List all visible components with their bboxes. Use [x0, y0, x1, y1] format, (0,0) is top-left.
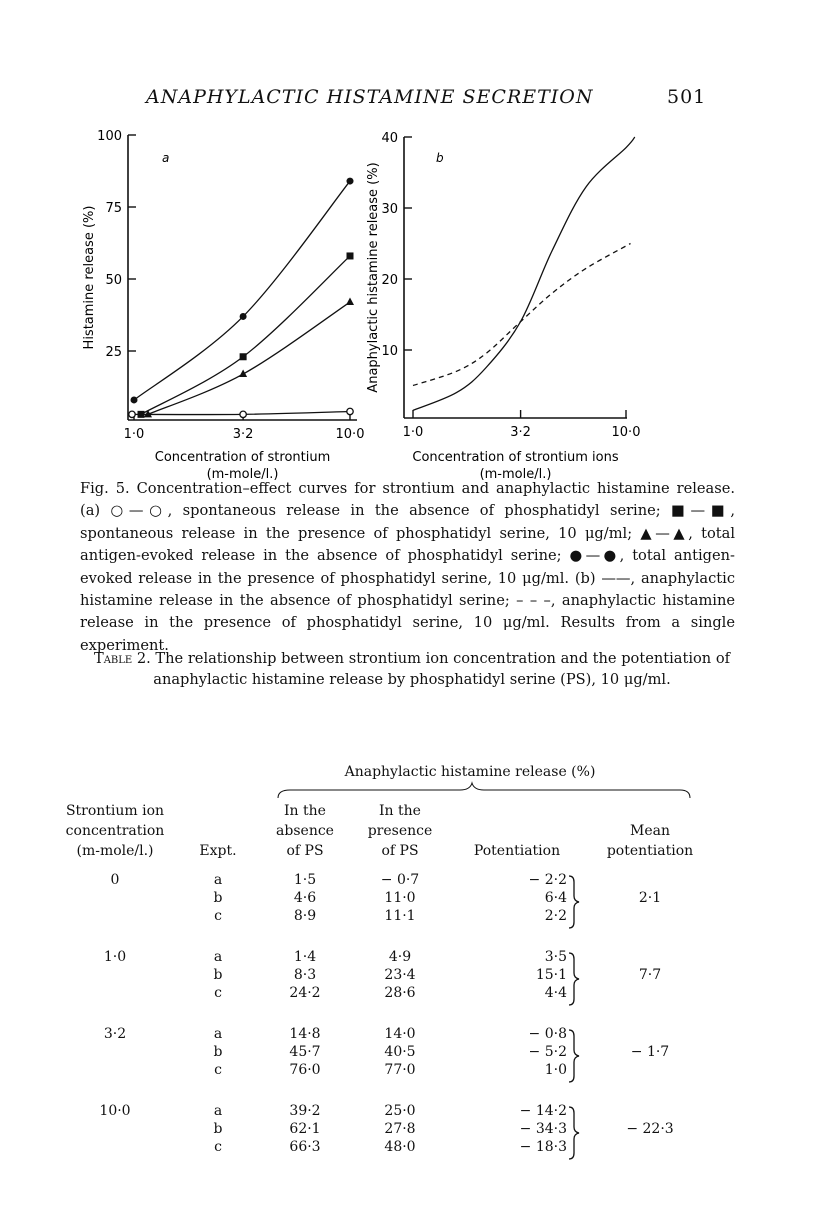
y-tick-label: 30 — [381, 202, 398, 217]
presence-value: 48·0 — [384, 1139, 416, 1155]
y-tick-label: 50 — [105, 273, 122, 288]
potentiation-value: − 0·8 — [528, 1026, 567, 1042]
group-brace — [568, 1105, 582, 1161]
x-tick-label: 3·2 — [232, 427, 254, 442]
potentiation-value: 2·2 — [544, 908, 567, 924]
y-tick-label: 25 — [105, 345, 122, 360]
x-tick-label: 10·0 — [611, 425, 641, 440]
absence-value: 62·1 — [289, 1121, 321, 1137]
header-absence: absence — [276, 823, 334, 839]
potentiation-value: 1·0 — [544, 1062, 567, 1078]
running-title: ANAPHYLACTIC HISTAMINE SECRETION — [146, 86, 594, 108]
absence-value: 45·7 — [289, 1044, 321, 1060]
mean-potentiation-value: − 1·7 — [630, 1044, 670, 1060]
y-axis-label: Histamine release (%) — [82, 205, 97, 350]
absence-value: 8·3 — [293, 967, 317, 983]
y-tick-label: 10 — [381, 344, 398, 359]
potentiation-value: 3·5 — [544, 949, 567, 965]
header-absence: In the — [284, 803, 326, 819]
presence-value: 4·9 — [388, 949, 412, 965]
potentiation-value: − 34·3 — [519, 1121, 567, 1137]
mean-potentiation-value: 7·7 — [638, 967, 662, 983]
header-presence: In the — [379, 803, 421, 819]
expt-label: a — [213, 872, 223, 888]
header-concentration: (m-mole/l.) — [76, 843, 154, 859]
panel-label: b — [436, 151, 444, 165]
presence-value: 40·5 — [384, 1044, 416, 1060]
expt-label: a — [213, 1103, 223, 1119]
x-tick-label: 1·0 — [402, 425, 424, 440]
y-axis-label: Anaphylactic histamine release (%) — [366, 162, 381, 393]
concentration-value: 1·0 — [103, 949, 127, 965]
expt-label: c — [214, 1139, 222, 1155]
potentiation-value: 6·4 — [544, 890, 567, 906]
presence-value: 25·0 — [384, 1103, 416, 1119]
potentiation-value: − 14·2 — [519, 1103, 567, 1119]
header-potentiation: Potentiation — [473, 843, 561, 859]
expt-label: c — [214, 908, 222, 924]
x-axis-units: (m-mole/l.) — [206, 467, 279, 480]
x-tick-label: 1·0 — [123, 427, 145, 442]
presence-value: 23·4 — [384, 967, 416, 983]
expt-label: c — [214, 985, 222, 1001]
group-brace — [568, 874, 582, 930]
y-tick-label: 40 — [381, 131, 398, 146]
caption-text: Concentration–effect curves for strontium and anaphylactic histamine release. (a) ○—○, spontaneous release in the absence of phosphatidyl serine; ■—■, spontaneous release in the presence of phosphatidyl serine, 10 μg/ml; ▲—▲, total antigen-evoked release in the absence of phosphatidyl serine; ●—●, total antigen-evoked release in the presence of phosphatidyl serine, 10 μg/ml. (b) ——, anaphylactic histamine release in the absence of phosphatidyl serine; – – –, anaphylactic histamine release in the presence of phosphatidyl serine, 10 μg/ml. Results from a single experiment. — [80, 480, 736, 654]
presence-value: − 0·7 — [380, 872, 420, 888]
panel-label: a — [162, 151, 170, 165]
presence-value: 11·0 — [384, 890, 416, 906]
group-brace — [568, 951, 582, 1007]
potentiation-value: 15·1 — [535, 967, 567, 983]
concentration-value: 10·0 — [99, 1103, 131, 1119]
y-tick-label: 75 — [105, 201, 122, 216]
absence-value: 66·3 — [289, 1139, 321, 1155]
header-presence: presence — [367, 823, 433, 839]
absence-value: 8·9 — [293, 908, 317, 924]
presence-value: 77·0 — [384, 1062, 416, 1078]
presence-value: 28·6 — [384, 985, 416, 1001]
caption-lead: Fig. 5. — [80, 480, 130, 497]
header-absence: of PS — [286, 843, 324, 859]
page-number: 501 — [667, 86, 707, 108]
concentration-value: 3·2 — [103, 1026, 127, 1042]
x-tick-label: 3·2 — [510, 425, 531, 440]
mean-potentiation-value: 2·1 — [638, 890, 662, 906]
presence-value: 14·0 — [384, 1026, 416, 1042]
absence-value: 1·5 — [293, 872, 317, 888]
x-axis-units: (m-mole/l.) — [479, 467, 552, 480]
absence-value: 4·6 — [293, 890, 317, 906]
expt-label: b — [213, 1044, 223, 1060]
concentration-value: 0 — [110, 872, 120, 888]
expt-label: c — [214, 1062, 222, 1078]
header-concentration: Strontium ion — [65, 803, 165, 819]
expt-label: b — [213, 890, 223, 906]
absence-value: 14·8 — [289, 1026, 321, 1042]
expt-label: a — [213, 1026, 223, 1042]
table-spanner-heading: Anaphylactic histamine release (%) — [344, 764, 596, 780]
expt-label: a — [213, 949, 223, 965]
mean-potentiation-value: − 22·3 — [626, 1121, 674, 1137]
header-concentration: concentration — [65, 823, 165, 839]
header-presence: of PS — [381, 843, 419, 859]
expt-label: b — [213, 967, 223, 983]
group-brace — [568, 1028, 582, 1084]
absence-value: 76·0 — [289, 1062, 321, 1078]
absence-value: 24·2 — [289, 985, 321, 1001]
y-tick-label: 20 — [381, 273, 398, 288]
header-mean-potentiation: potentiation — [606, 843, 694, 859]
y-tick-label: 100 — [97, 129, 122, 144]
x-axis-label: Concentration of strontium ions — [412, 450, 619, 465]
potentiation-value: − 18·3 — [519, 1139, 567, 1155]
absence-value: 39·2 — [289, 1103, 321, 1119]
potentiation-value: 4·4 — [544, 985, 567, 1001]
presence-value: 27·8 — [384, 1121, 416, 1137]
table-label: Table 2. — [93, 650, 151, 667]
header-mean-potentiation: Mean — [630, 823, 670, 839]
expt-label: b — [213, 1121, 223, 1137]
potentiation-value: − 2·2 — [528, 872, 567, 888]
potentiation-value: − 5·2 — [528, 1044, 567, 1060]
absence-value: 1·4 — [293, 949, 317, 965]
x-axis-label: Concentration of strontium — [154, 450, 331, 465]
table-title-text: The relationship between strontium ion concentration and the potentiation of anaphylactic histamine release by phosphatidyl serine (PS), 10 μg/ml. — [153, 650, 731, 688]
header-expt: Expt. — [199, 843, 237, 859]
presence-value: 11·1 — [384, 908, 416, 924]
x-tick-label: 10·0 — [335, 427, 365, 442]
